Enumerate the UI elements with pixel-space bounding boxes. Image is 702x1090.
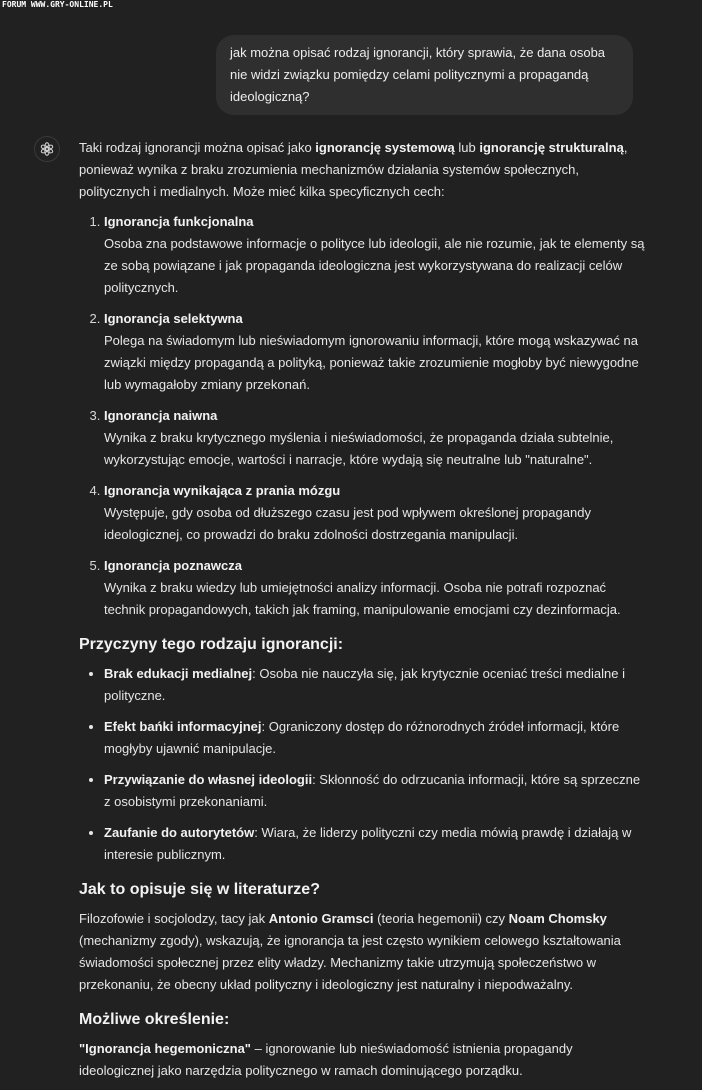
ignorance-types-list — [79, 211, 649, 621]
item-text: Polega na świadomym lub nieświadomym ignorowaniu informacji, które mogą wskazywać na związki między propagandą a polityką, ponieważ takie zrozumienie mogłoby być niewygodne lub wymagałoby zmiany przekonań. — [104, 333, 639, 392]
literature-heading: Jak to opisuje się w literaturze? — [79, 881, 320, 898]
list-item — [104, 663, 649, 707]
assistant-message — [79, 137, 649, 1090]
item-text: Wynika z braku krytycznego myślenia i nieświadomości, że propaganda działa subtelnie, wykorzystując emocje, wartości i narracje, które wydają się neutralne lub "naturalne". — [104, 430, 614, 467]
term-heading: Możliwe określenie: — [79, 1011, 230, 1028]
intro-text: Taki rodzaj ignorancji można opisać jako — [79, 140, 316, 155]
cause-text: : Wiara, że liderzy polityczni czy media mówią prawdę i działają w interesie publicznym. — [104, 825, 632, 862]
intro-bold-term: ignorancję strukturalną — [479, 140, 624, 155]
item-text: Występuje, gdy osoba od dłuższego czasu jest pod wpływem określonej propagandy ideologicznej, co prowadzi do braku zdolności dostrzegania manipulacji. — [104, 505, 591, 542]
literature-text: Filozofowie i socjolodzy, tacy jak — [79, 911, 269, 926]
list-item — [104, 405, 649, 471]
cause-text: : Ograniczony dostęp do różnorodnych źródeł informacji, które mogłyby ujawnić manipulacje. — [104, 719, 620, 756]
causes-list — [79, 663, 649, 866]
list-item — [104, 211, 649, 299]
user-message-text: jak można opisać rodzaj ignorancji, który sprawia, że dana osoba nie widzi związku pomiędzy celami politycznymi a propagandą ideologiczną? — [230, 45, 606, 104]
list-item — [104, 716, 649, 760]
literature-text: (mechanizmy zgody), wskazują, że ignorancja ta jest często wynikiem celowego kształtowania świadomości społecznej przez elity władzy. Mechanizmy takie utrzymują społeczeństwo w przekonaniu, że obecny układ polityczny i ideologiczny jest naturalny i niepodważalny. — [79, 933, 621, 992]
user-message-bubble — [216, 35, 633, 115]
list-item — [104, 555, 649, 621]
item-title: 3. Ignorancja naiwna — [104, 408, 218, 423]
literature-text: (teoria hegemonii) czy — [373, 911, 509, 926]
openai-logo-icon — [34, 136, 60, 162]
item-title: 5. Ignorancja poznawcza — [104, 558, 242, 573]
intro-paragraph — [79, 137, 649, 203]
causes-heading: Przyczyny tego rodzaju ignorancji: — [79, 636, 344, 653]
item-title: 1. Ignorancja funkcjonalna — [104, 214, 254, 229]
cause-term: Efekt bańki informacyjnej — [104, 719, 262, 734]
cause-text: : Osoba nie nauczyła się, jak krytycznie oceniać treści medialne i polityczne. — [104, 666, 625, 703]
item-title: 2. Ignorancja selektywna — [104, 311, 243, 326]
item-text: Osoba zna podstawowe informacje o polityce lub ideologii, ale nie rozumie, jak te elementy są ze sobą powiązane i jak propaganda ideologiczna jest wykorzystywana do realizacji celów politycznych. — [104, 236, 645, 295]
list-item — [104, 480, 649, 546]
cause-term: Zaufanie do autorytetów — [104, 825, 255, 840]
cause-text: : Skłonność do odrzucania informacji, które są sprzeczne z osobistymi przekonaniami. — [104, 772, 641, 809]
proposed-term: "Ignorancja hegemoniczna" — [79, 1041, 251, 1056]
term-paragraph — [79, 1038, 649, 1082]
cause-term: Brak edukacji medialnej — [104, 666, 253, 681]
item-text: Wynika z braku wiedzy lub umiejętności analizy informacji. Osoba nie potrafi rozpoznać technik propagandowych, takich jak framing, manipulowanie emocjami czy dezinformacja. — [104, 580, 621, 617]
author-name: Antonio Gramsci — [268, 911, 374, 926]
list-item — [104, 822, 649, 866]
cause-term: Przywiązanie do własnej ideologii — [104, 772, 313, 787]
literature-paragraph — [79, 908, 649, 996]
intro-text: , ponieważ wynika z braku zrozumienia mechanizmów działania systemów społecznych, politycznych i medialnych. Może mieć kilka specyficznych cech: — [79, 140, 628, 199]
item-title: 4. Ignorancja wynikająca z prania mózgu — [104, 483, 341, 498]
intro-text: lub — [454, 140, 480, 155]
list-item — [104, 308, 649, 396]
intro-bold-term: ignorancję systemową — [315, 140, 455, 155]
watermark: FORUM WWW.GRY-ONLINE.PL — [2, 0, 113, 9]
list-item — [104, 769, 649, 813]
term-definition: – ignorowanie lub nieświadomość istnienia propagandy ideologicznej jako narzędzia politycznego w ramach dominującego porządku. — [79, 1041, 573, 1078]
author-name: Noam Chomsky — [508, 911, 607, 926]
